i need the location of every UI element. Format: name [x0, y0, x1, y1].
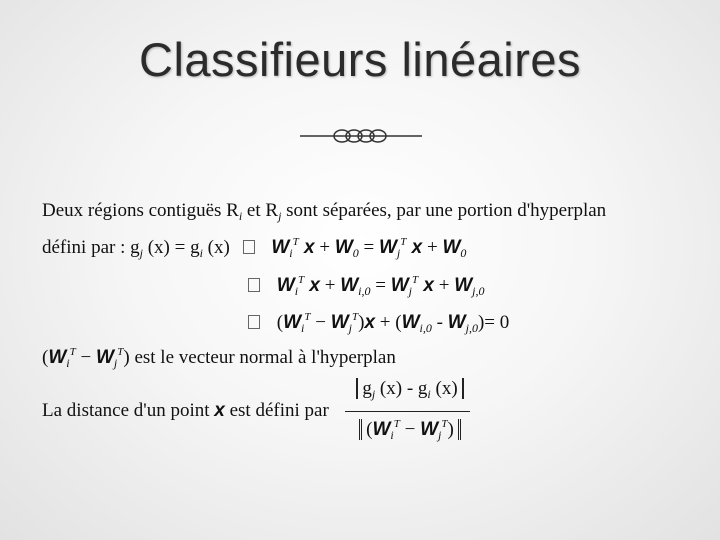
line-regions: Deux régions contiguës $R_i$ et $R_j$ sont séparées, par une portion d'hyperplan	[42, 200, 607, 223]
implies-symbol	[248, 315, 260, 329]
fraction-denominator: $(W_i^T - W_j^T)$	[345, 418, 475, 448]
implies-symbol	[248, 278, 260, 292]
fraction-bar	[345, 411, 470, 412]
line-equation-3: $(W_i^T - W_j^T)x + (W_{i,0} - W_{j,0})= 0$	[240, 311, 509, 336]
ornament-divider	[300, 126, 422, 146]
line-normal-vector: $(W_i^T - W_j^T)$ est le vecteur normal à l'hyperplan	[42, 346, 396, 370]
line-equation-2: $W_i^T$ $x + W_{i,0} = W_j^T$ $x + W_{j,0}$	[240, 274, 485, 299]
slide-title: Classifieurs linéaires	[139, 33, 581, 86]
line-definition: défini par : $g_j$ $(x) = g_i$ (x) $W_i^T$ $x + W_0 = W_j^T$ $x + W_0$	[42, 236, 467, 260]
line-distance: La distance d'un point x est défini par	[42, 400, 329, 421]
fraction-numerator: $g_j$ $(x) - g_i$ (x)	[345, 378, 475, 406]
implies-symbol	[243, 240, 255, 254]
